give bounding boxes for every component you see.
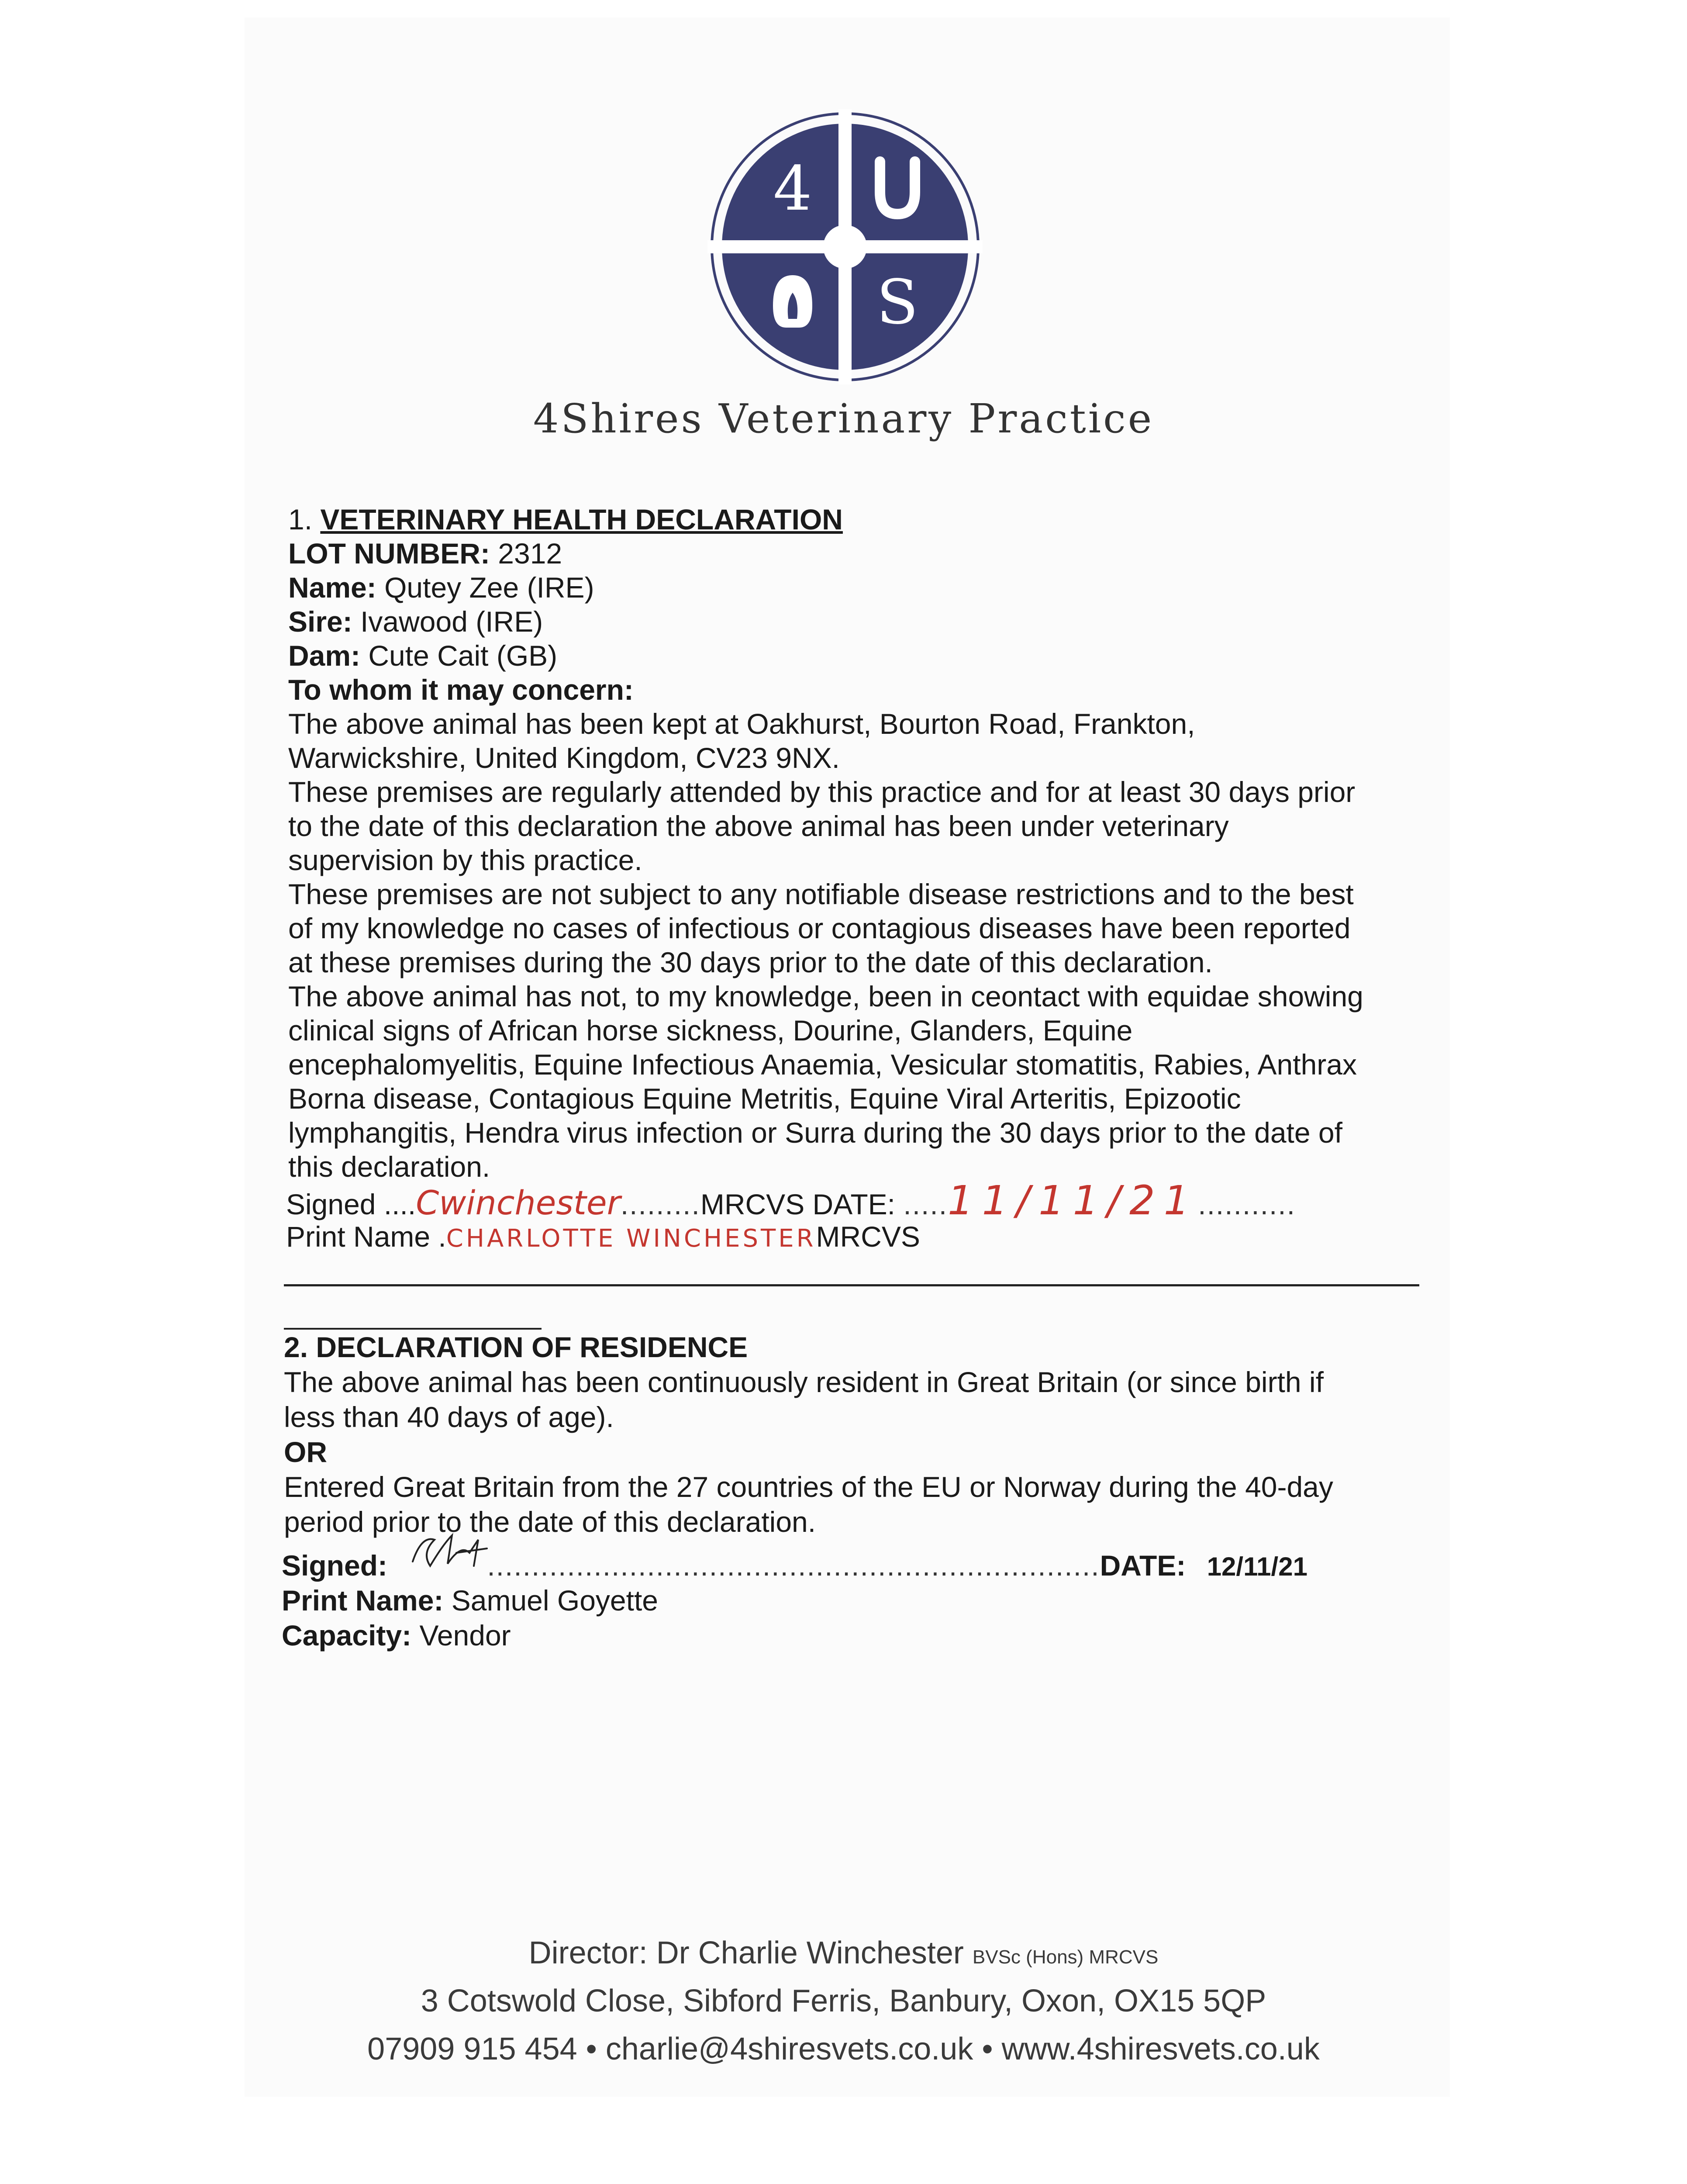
- body-line: The above animal has been continuously resident in Great Britain (or since birth if: [284, 1366, 1324, 1398]
- body-line: Entered Great Britain from the 27 countries of the EU or Norway during the 40-day: [284, 1471, 1333, 1503]
- or-label: OR: [284, 1436, 327, 1468]
- body-line: encephalomyelitis, Equine Infectious Anaemia, Vesicular stomatitis, Rabies, Anthrax: [288, 1048, 1357, 1081]
- horse-name: Name: Qutey Zee (IRE): [288, 571, 594, 604]
- body-line: at these premises during the 30 days prior to the date of this declaration.: [288, 946, 1213, 978]
- footer-website[interactable]: www.4shiresvets.co.uk: [1001, 2032, 1320, 2067]
- footer-email[interactable]: charlie@4shiresvets.co.uk: [605, 2032, 973, 2067]
- lot-number: LOT NUMBER: 2312: [288, 537, 562, 570]
- footer-phone: 07909 915 454: [367, 2032, 577, 2067]
- body-line: lymphangitis, Hendra virus infection or Surra during the 30 days prior to the date of: [288, 1116, 1342, 1149]
- body-line: Borna disease, Contagious Equine Metritis, Equine Viral Arteritis, Epizootic: [288, 1082, 1241, 1115]
- body-line: to the date of this declaration the above animal has been under veterinary: [288, 810, 1229, 842]
- vet-signature-line: Signed ....Cwinchester.........MRCVS DATE: .....11/11/21...........: [286, 1177, 1296, 1224]
- footer-director: Director: Dr Charlie Winchester BVSc (Hons) MRCVS: [528, 1935, 1159, 1970]
- divider-short: [284, 1328, 542, 1330]
- practice-logo: [707, 109, 983, 384]
- vendor-signature: [404, 1527, 491, 1575]
- body-line: supervision by this practice.: [288, 844, 642, 876]
- body-line: clinical signs of African horse sickness, Dourine, Glanders, Equine: [288, 1014, 1133, 1047]
- salutation: To whom it may concern:: [288, 674, 634, 706]
- footer-address: 3 Cotswold Close, Sibford Ferris, Banbury, Oxon, OX15 5QP: [421, 1984, 1266, 2018]
- body-line: These premises are regularly attended by this practice and for at least 30 days prior: [288, 776, 1356, 808]
- svg-text:S: S: [876, 267, 918, 338]
- body-line: period prior to the date of this declaration.: [284, 1506, 816, 1538]
- svg-text:4: 4: [773, 153, 812, 225]
- sire: Sire: Ivawood (IRE): [288, 605, 543, 638]
- divider-long: [284, 1284, 1419, 1286]
- vendor-signature-line: Signed: .....................................................................DATE: 12/11/21: [282, 1548, 1308, 1584]
- body-line: Warwickshire, United Kingdom, CV23 9NX.: [288, 742, 840, 774]
- body-line: less than 40 days of age).: [284, 1401, 614, 1433]
- body-line: The above animal has not, to my knowledge, been in ceontact with equidae showing: [288, 980, 1363, 1013]
- section2-heading: 2. DECLARATION OF RESIDENCE: [284, 1331, 748, 1363]
- footer-contacts: 07909 915 454 • charlie@4shiresvets.co.uk • www.4shiresvets.co.uk: [367, 2032, 1320, 2067]
- dam: Dam: Cute Cait (GB): [288, 639, 558, 672]
- body-line: this declaration.: [288, 1151, 490, 1183]
- vet-date: 11/11/21: [948, 1177, 1198, 1224]
- practice-name: 4Shires Veterinary Practice: [533, 395, 1154, 442]
- body-line: of my knowledge no cases of infectious or contagious diseases have been reported: [288, 912, 1351, 944]
- body-line: These premises are not subject to any notifiable disease restrictions and to the best: [288, 878, 1354, 910]
- vet-signature: Cwinchester: [416, 1183, 621, 1222]
- section1-heading: 1. VETERINARY HEALTH DECLARATION: [288, 503, 843, 536]
- body-line: The above animal has been kept at Oakhurst, Bourton Road, Frankton,: [288, 708, 1195, 740]
- vendor-capacity: Capacity: Vendor: [282, 1619, 511, 1652]
- vet-print-name-line: Print Name .CHARLOTTE WINCHESTERMRCVS: [286, 1220, 920, 1253]
- vendor-print-name: Print Name: Samuel Goyette: [282, 1584, 659, 1617]
